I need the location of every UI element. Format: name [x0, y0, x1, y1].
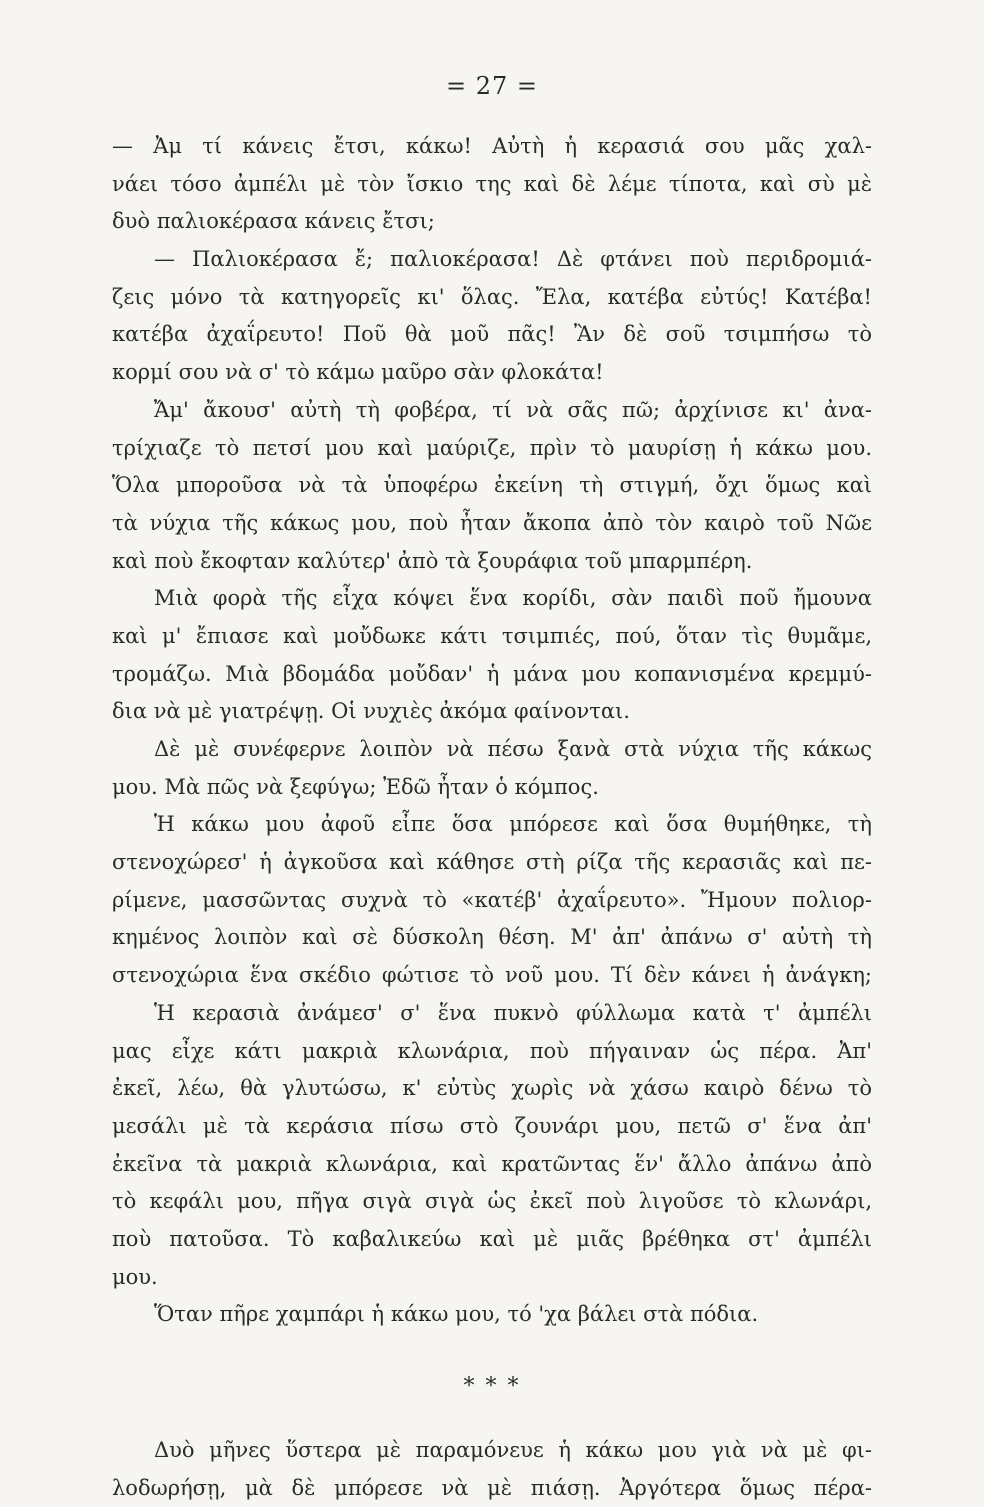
text-line: Ἄμ' ἄκουσ' αὐτὴ τὴ φοβέρα, τί νὰ σᾶς πῶ; ἀρχίνισε κι' ἀνα-: [154, 397, 872, 422]
text-line: καὶ μ' ἔπιασε καὶ μοὔδωκε κάτι τσιμπιές, πού, ὅταν τὶς θυμᾶμε,: [112, 623, 872, 648]
text-line: τὰ νύχια τῆς κάκως μου, ποὺ ἦταν ἄκοπα ἀπὸ τὸν καιρὸ τοῦ Νῶε: [112, 510, 872, 535]
text-line: λοδωρήσῃ, μὰ δὲ μπόρεσε νὰ μὲ πιάσῃ. Ἀργότερα ὅμως πέρα-: [112, 1475, 872, 1500]
text-line: μεσάλι μὲ τὰ κεράσια πίσω στὸ ζουνάρι μου, πετῶ σ' ἕνα ἀπ': [112, 1113, 872, 1138]
text-line: κατέβα ἀχαΐρευτο! Ποῦ θὰ μοῦ πᾶς! Ἂν δὲ σοῦ τσιμπήσω τὸ: [112, 322, 872, 347]
text-line: Μιὰ φορὰ τῆς εἶχα κόψει ἕνα κορίδι, σὰν παιδὶ ποῦ ἤμουνα: [154, 586, 872, 611]
text-line: Δυὸ μῆνες ὕστερα μὲ παραμόνευε ἡ κάκω μου γιὰ νὰ μὲ φι-: [154, 1438, 872, 1462]
text-line: δυὸ παλιοκέρασα κάνεις ἔτσι;: [112, 209, 435, 234]
text-line: δια νὰ μὲ γιατρέψῃ. Οἱ νυχιὲς ἀκόμα φαίνονται.: [112, 699, 630, 724]
page-number: = 27 =: [445, 72, 538, 100]
text-line: Ὅλα μποροῦσα νὰ τὰ ὑποφέρω ἐκείνη τὴ στιγμή, ὄχι ὅμως καὶ: [112, 473, 872, 498]
text-line: νάει τόσο ἀμπέλι μὲ τὸν ἴσκιο της καὶ δὲ λέμε τίποτα, καὶ σὺ μὲ: [112, 171, 872, 196]
text-line: μου.: [112, 1264, 158, 1289]
text-line: κορμί σου νὰ σ' τὸ κάμω μαῦρο σὰν φλοκάτα!: [112, 360, 604, 385]
text-line: μας εἶχε κάτι μακριὰ κλωνάρια, ποὺ πήγαιναν ὡς πέρα. Ἀπ': [112, 1038, 872, 1063]
text-line: ζεις μόνο τὰ κατηγορεῖς κι' ὅλας. Ἔλα, κατέβα εὐτύς! Κατέβα!: [112, 284, 872, 309]
text-line: ποὺ πατοῦσα. Τὸ καβαλικεύω καὶ μὲ μιᾶς βρέθηκα στ' ἀμπέλι: [112, 1226, 872, 1251]
section-break-asterisks: * * *: [463, 1374, 521, 1399]
text-line: μου. Μὰ πῶς νὰ ξεφύγω; Ἐδῶ ἦταν ὁ κόμπος.: [112, 774, 599, 799]
text-line: ρίμενε, μασσῶντας συχνὰ τὸ «κατέβ' ἀχαΐρευτο». Ἤμουν πολιορ-: [112, 887, 872, 912]
text-line: τρίχιαζε τὸ πετσί μου καὶ μαύριζε, πρὶν τὸ μαυρίσῃ ἡ κάκω μου.: [112, 435, 872, 460]
text-line: στενοχώρεσ' ἡ ἀγκοῦσα καὶ κάθησε στὴ ρίζα τῆς κερασιᾶς καὶ πε-: [112, 850, 872, 875]
text-line: Ἡ κερασιὰ ἀνάμεσ' σ' ἕνα πυκνὸ φύλλωμα κατὰ τ' ἀμπέλι: [154, 1000, 872, 1025]
text-line: τὸ κεφάλι μου, πῆγα σιγὰ σιγὰ ὡς ἐκεῖ ποὺ λιγοῦσε τὸ κλωνάρι,: [112, 1189, 872, 1214]
text-line: ἐκεῖ, λέω, θὰ γλυτώσω, κ' εὐτὺς χωρὶς νὰ χάσω καιρὸ δένω τὸ: [112, 1076, 872, 1101]
text-line: ἐκεῖνα τὰ μακριὰ κλωνάρια, καὶ κρατῶντας ἕν' ἄλλο ἀπάνω ἀπὸ: [112, 1151, 872, 1176]
text-line: κημένος λοιπὸν καὶ σὲ δύσκολη θέση. Μ' ἀπ' ἀπάνω σ' αὐτὴ τὴ: [112, 925, 872, 950]
text-line: στενοχώρια ἕνα σκέδιο φώτισε τὸ νοῦ μου. Τί δὲν κάνει ἡ ἀνάγκη;: [112, 963, 872, 988]
text-line: — Ἀμ τί κάνεις ἔτσι, κάκω! Αὐτὴ ἡ κερασιά σου μᾶς χαλ-: [112, 134, 872, 158]
text-line: — Παλιοκέρασα ἔ; παλιοκέρασα! Δὲ φτάνει ποὺ περιδρομιά-: [154, 247, 872, 272]
text-line: Ὅταν πῆρε χαμπάρι ἡ κάκω μου, τό 'χα βάλει στὰ πόδια.: [154, 1302, 759, 1327]
body-text: [112, 128, 872, 1507]
text-line: Δὲ μὲ συνέφερνε λοιπὸν νὰ πέσω ξανὰ στὰ νύχια τῆς κάκως: [154, 737, 872, 761]
text-line: καὶ ποὺ ἔκοφταν καλύτερ' ἀπὸ τὰ ξουράφια τοῦ μπαρμπέρη.: [112, 548, 753, 573]
text-line: τρομάζω. Μιὰ βδομάδα μοὔδαν' ἡ μάνα μου κοπανισμένα κρεμμύ-: [112, 661, 872, 686]
text-line: Ἡ κάκω μου ἀφοῦ εἶπε ὅσα μπόρεσε καὶ ὅσα θυμήθηκε, τὴ: [154, 812, 872, 837]
